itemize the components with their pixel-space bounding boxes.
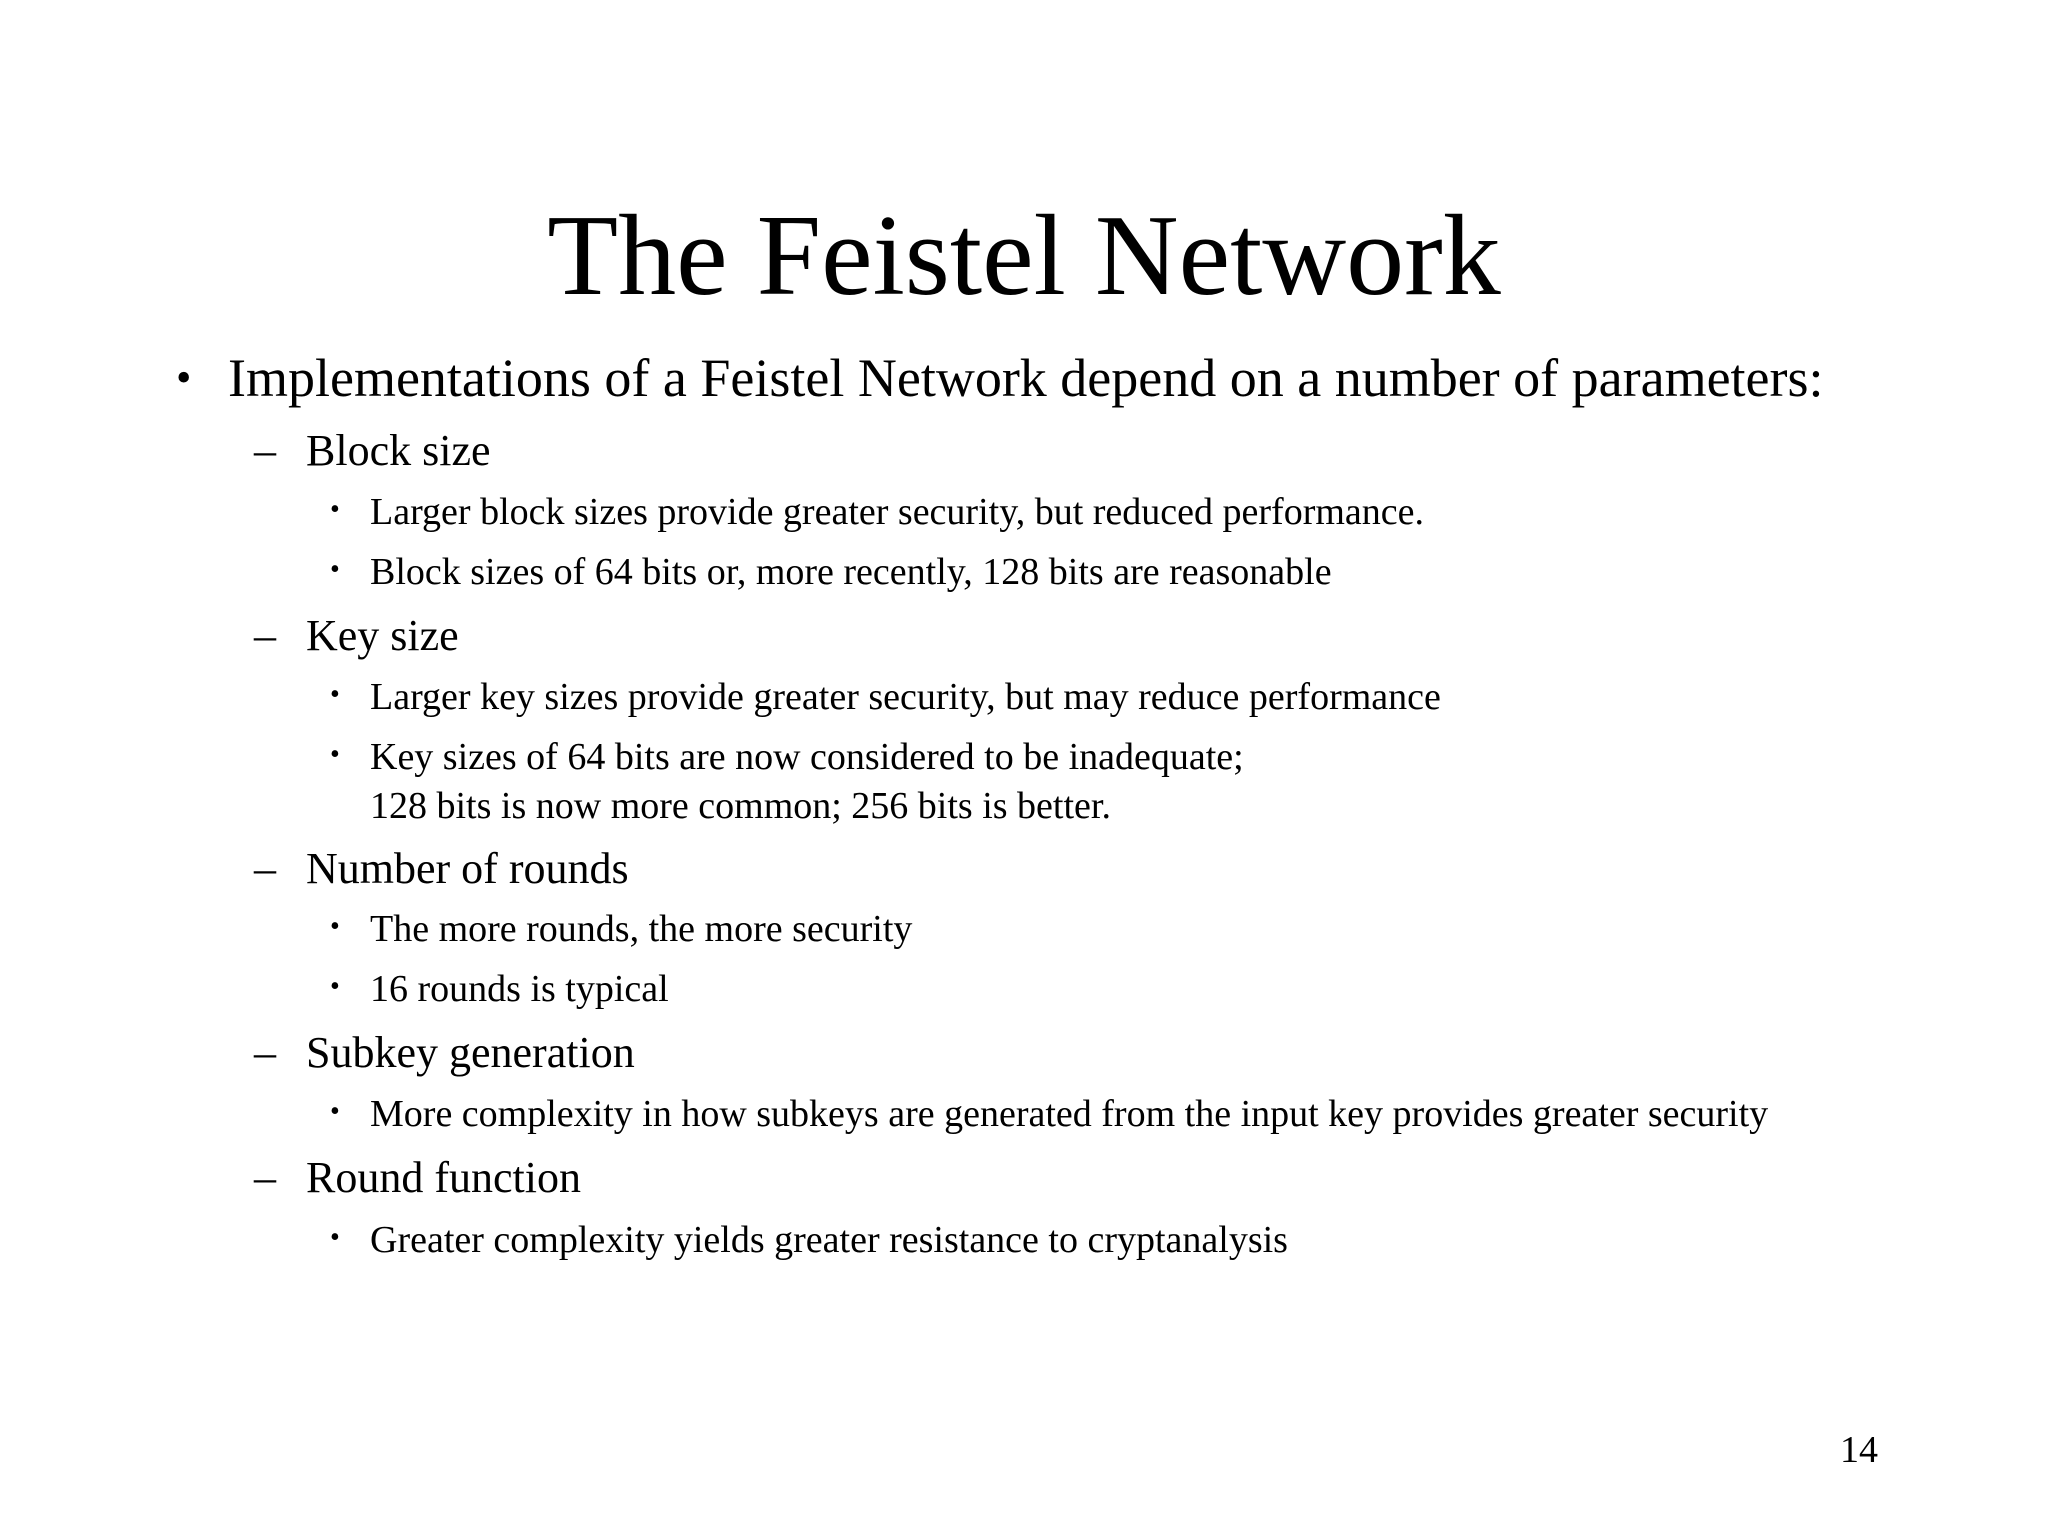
dash-icon: – bbox=[254, 1028, 276, 1077]
bullet-icon: • bbox=[330, 971, 340, 1002]
intro-text: Implementations of a Feistel Network depend on a number of parameters: bbox=[228, 348, 1824, 408]
section-label: Block size bbox=[306, 426, 491, 475]
list-item-text: Larger key sizes provide greater security, but may reduce performance bbox=[370, 676, 1441, 718]
list-item-text: Block sizes of 64 bits or, more recently, 128 bits are reasonable bbox=[370, 551, 1332, 593]
dash-icon: – bbox=[254, 1153, 276, 1202]
slide-title: The Feistel Network bbox=[547, 192, 1501, 320]
section-label: Number of rounds bbox=[306, 844, 629, 893]
section-label: Key size bbox=[306, 611, 459, 660]
dash-icon: – bbox=[254, 844, 276, 893]
list-item-text: 128 bits is now more common; 256 bits is better. bbox=[370, 785, 1111, 827]
list-item-text: 16 rounds is typical bbox=[370, 968, 669, 1010]
list-item-text: Greater complexity yields greater resistance to cryptanalysis bbox=[370, 1219, 1288, 1261]
bullet-icon: • bbox=[330, 911, 340, 942]
list-item-text: Larger block sizes provide greater security, but reduced performance. bbox=[370, 491, 1425, 533]
bullet-icon: • bbox=[330, 1222, 340, 1253]
section-label: Round function bbox=[306, 1153, 581, 1202]
bullet-icon: • bbox=[330, 494, 340, 525]
bullet-icon: • bbox=[330, 739, 340, 770]
section-label: Subkey generation bbox=[306, 1028, 635, 1077]
list-item-text: More complexity in how subkeys are generated from the input key provides greater security bbox=[370, 1093, 1769, 1135]
dash-icon: – bbox=[254, 611, 276, 660]
page-number: 14 bbox=[1840, 1429, 1878, 1471]
bullet-icon: • bbox=[176, 353, 192, 402]
bullet-icon: • bbox=[330, 1096, 340, 1127]
list-item-text: The more rounds, the more security bbox=[370, 908, 913, 950]
list-item-text: Key sizes of 64 bits are now considered to be inadequate; bbox=[370, 736, 1244, 778]
dash-icon: – bbox=[254, 426, 276, 475]
bullet-icon: • bbox=[330, 679, 340, 710]
bullet-icon: • bbox=[330, 554, 340, 585]
